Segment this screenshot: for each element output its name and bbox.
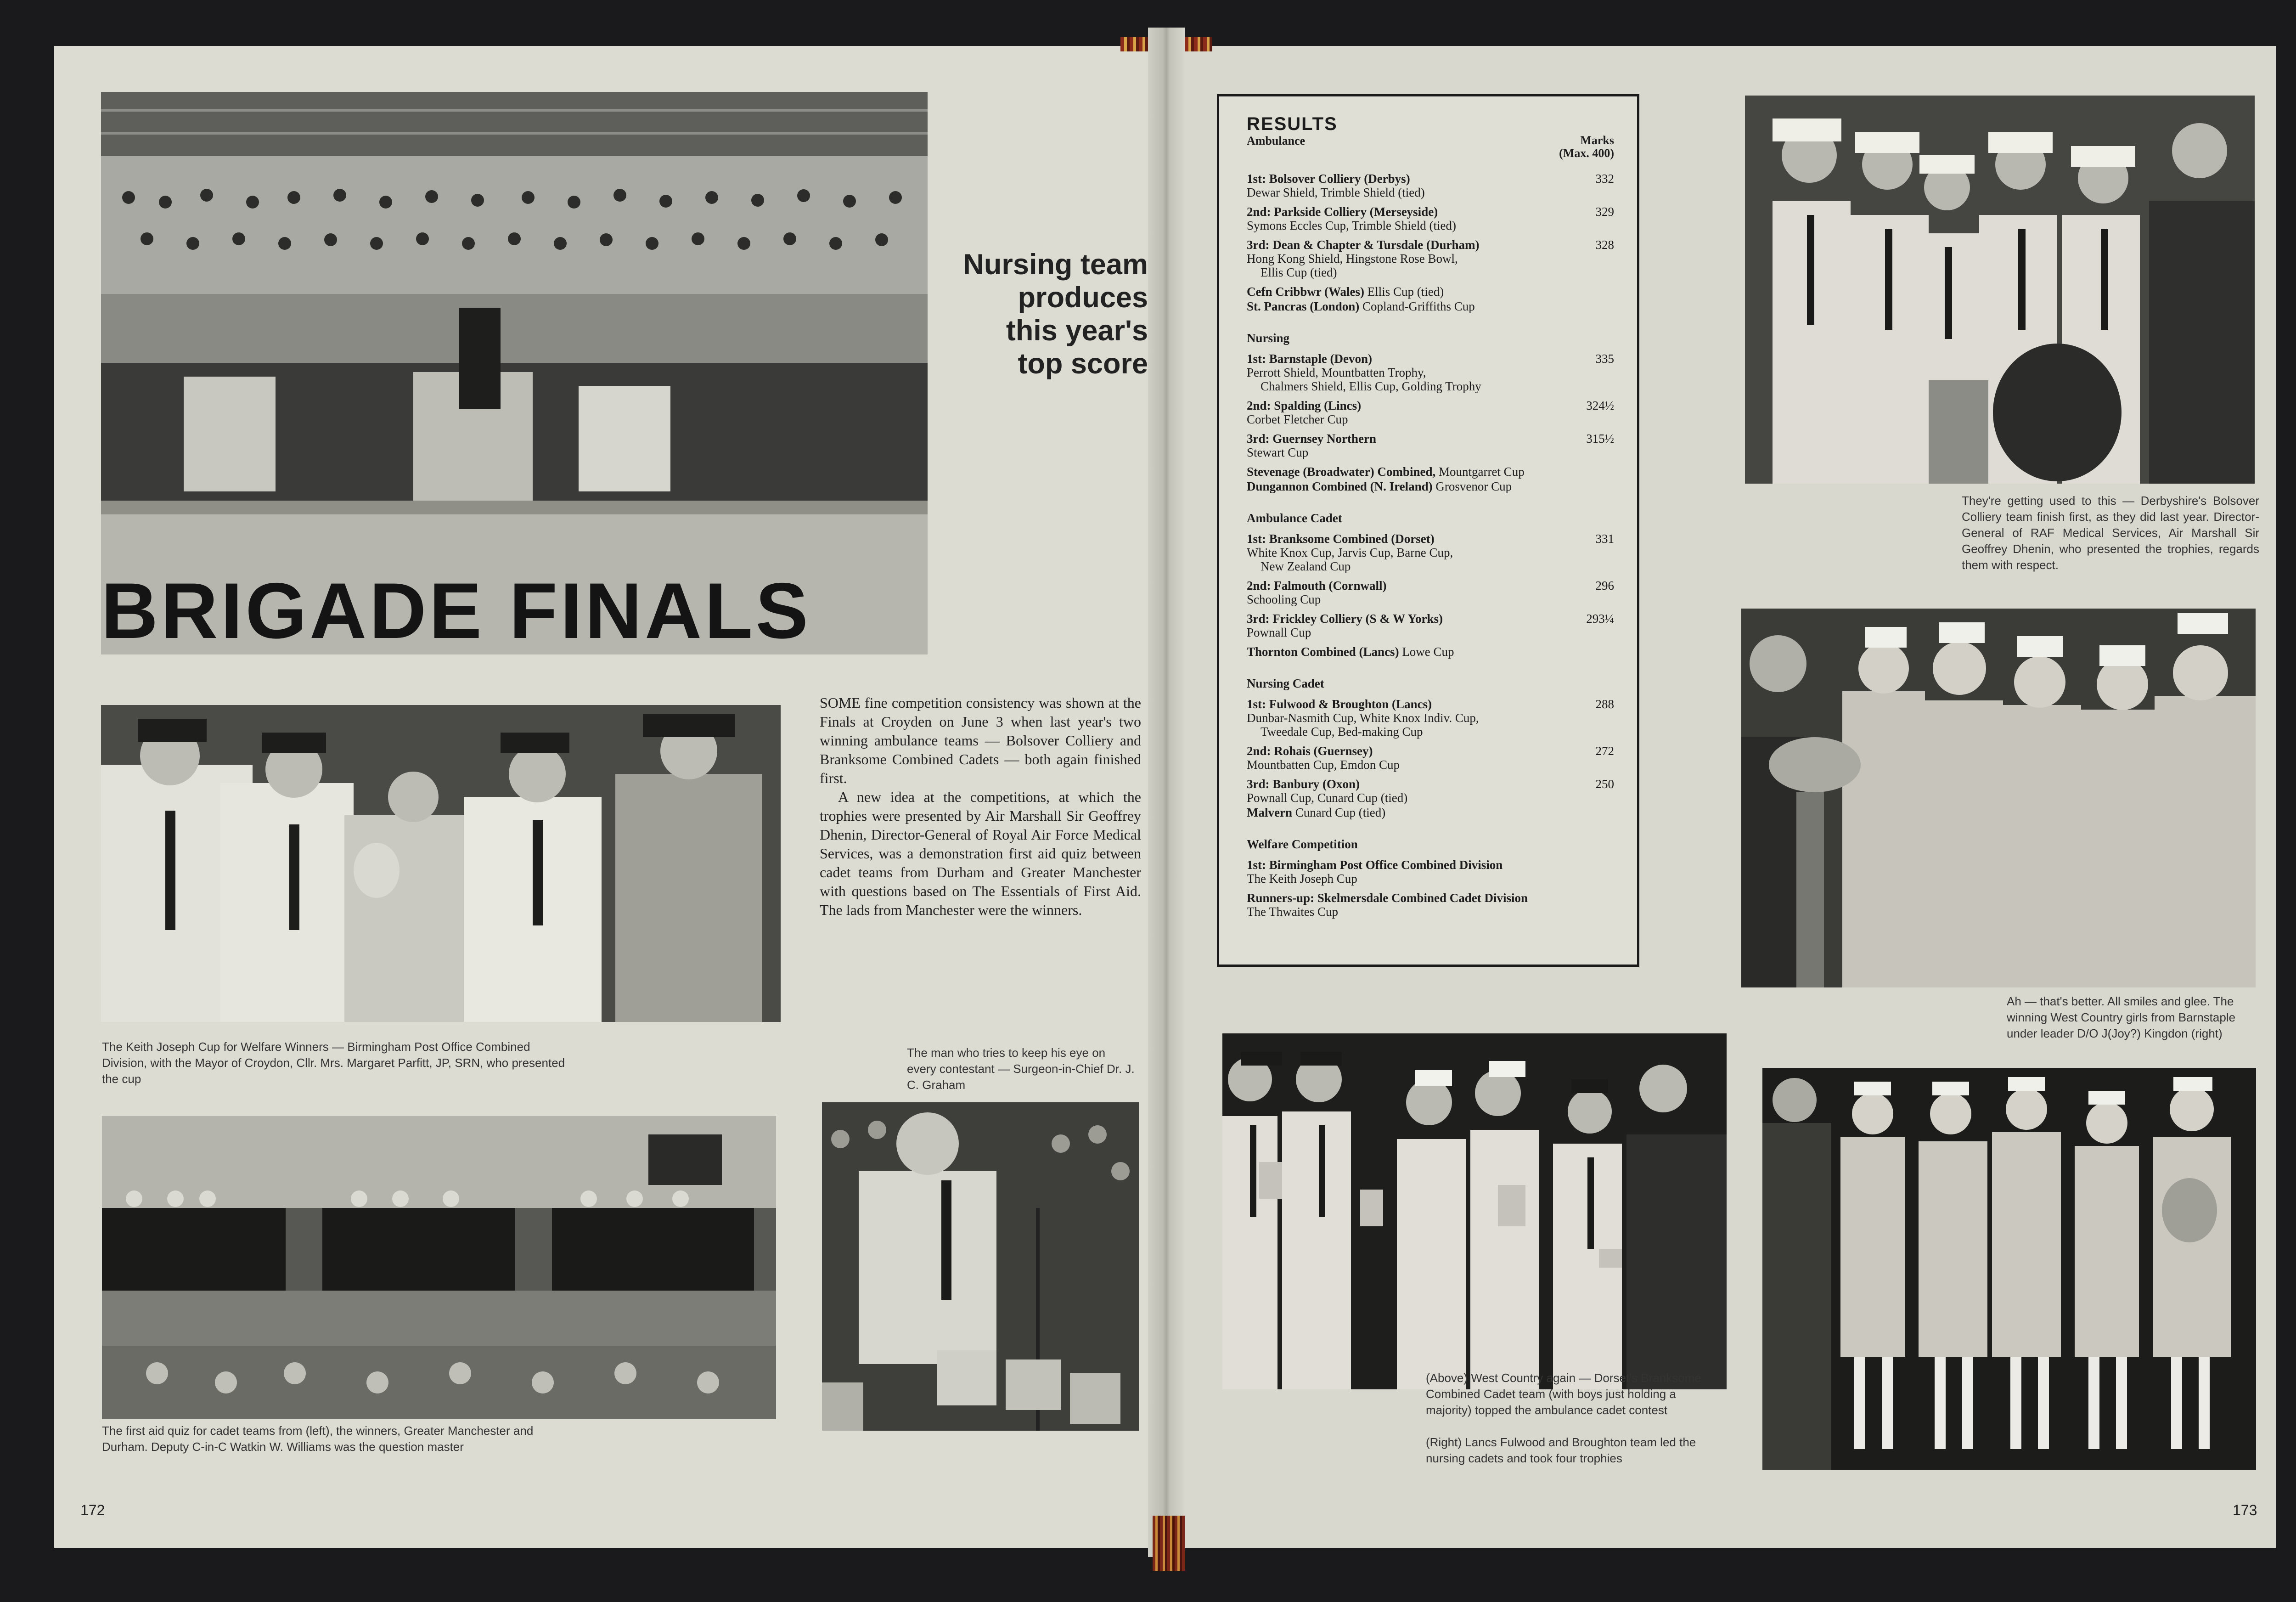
result-trophies: Stewart Cup [1247,446,1309,459]
result-marks: 329 [1595,205,1614,219]
section-welfare-label: Welfare Competition [1247,837,1358,851]
result-team: 2nd: Rohais (Guernsey) [1247,744,1373,758]
caption-dorset: (Above) West Country again — Dorset's Branksome Combined Cadet team (with boys just holding a majority) topped the ambulance cadet contest [1426,1371,1701,1417]
result-trophies-cont: Chalmers Shield, Ellis Cup, Golding Trophy [1261,379,1481,393]
headline-line-3: this year's [1006,315,1148,347]
result-entry [1247,205,1614,232]
result-entry [1247,858,1614,886]
result-team: 3rd: Dean & Chapter & Tursdale (Durham) [1247,238,1480,252]
result-marks: 293¼ [1586,612,1614,626]
result-trophies: Lowe Cup [1402,645,1454,659]
result-entry [1247,465,1614,479]
result-entry [1247,299,1614,313]
headline-line-1: Nursing team [963,248,1148,281]
photo-barnstaple-nursing [1741,609,2256,987]
result-trophies: Mountbatten Cup, Emdon Cup [1247,758,1400,772]
marks-max-label: (Max. 400) [1559,147,1614,160]
result-trophies: Cunard Cup (tied) [1295,806,1386,819]
result-trophies: Grosvenor Cup [1435,479,1512,493]
result-entry [1247,697,1614,739]
spine-gutter [1148,28,1185,1557]
result-team: Stevenage (Broadwater) Combined, [1247,465,1436,479]
result-marks: 315½ [1586,432,1614,446]
result-entry [1247,399,1614,426]
result-entry [1247,579,1614,606]
result-team: Runners-up: Skelmersdale Combined Cadet Division [1247,891,1528,905]
result-trophies: Dunbar-Nasmith Cup, White Knox Indiv. Cup, [1247,711,1479,725]
result-marks: 332 [1595,172,1614,186]
result-marks: 331 [1595,532,1614,546]
result-team: 3rd: Frickley Colliery (S & W Yorks) [1247,612,1443,626]
section-nursing-cadet-label: Nursing Cadet [1247,677,1324,690]
result-entry [1247,532,1614,573]
result-trophies-cont: New Zealand Cup [1261,559,1351,573]
page-number-right: 173 [2233,1502,2257,1518]
caption-graham: The man who tries to keep his eye on every contestant — Surgeon-in-Chief Dr. J. C. Graham [907,1046,1135,1092]
result-team: 1st: Bolsover Colliery (Derbys) [1247,172,1410,186]
result-trophies: Copland-Griffiths Cup [1362,299,1475,313]
photo-lancs-nursing-cadets [1762,1068,2256,1470]
headline-line-2: produces [1018,282,1148,314]
marks-label: Marks [1580,134,1614,147]
result-team: 1st: Barnstaple (Devon) [1247,352,1372,366]
result-trophies: Hong Kong Shield, Hingstone Rose Bowl, [1247,252,1458,265]
result-team: 2nd: Falmouth (Cornwall) [1247,579,1387,592]
photo-keith-joseph-cup [101,705,781,1022]
result-trophies: Pownall Cup [1247,626,1311,639]
result-entry [1247,479,1614,493]
page-number-left: 172 [80,1502,105,1518]
result-team: 2nd: Spalding (Lincs) [1247,399,1362,412]
result-team: Malvern [1247,806,1292,819]
result-trophies: The Thwaites Cup [1247,905,1338,919]
results-title: RESULTS [1247,114,1338,134]
result-marks: 296 [1595,579,1614,592]
photo-bolsover-team [1745,96,2255,484]
caption-lancs: (Right) Lancs Fulwood and Broughton team led the nursing cadets and took four trophies [1426,1435,1696,1465]
result-team: St. Pancras (London) [1247,299,1360,313]
result-entry [1247,285,1614,299]
result-team: 1st: Fulwood & Broughton (Lancs) [1247,697,1432,711]
marks-header [1559,134,1614,160]
result-trophies: Perrott Shield, Mountbatten Trophy, [1247,366,1426,379]
photo-dorset-cadets [1222,1033,1727,1389]
result-trophies: Corbet Fletcher Cup [1247,412,1348,426]
result-team: 1st: Branksome Combined (Dorset) [1247,532,1435,546]
result-entry [1247,777,1614,805]
article-paragraph-1: SOME fine competition consistency was shown at the Finals at Croyden on June 3 when last year's two winning ambulance teams — Bolsover Colliery and Branksome Combined Cadets — both again finished first. [820,694,1141,786]
spine-binding-bottom [1153,1516,1185,1571]
headline [872,248,1148,380]
caption-quiz: The first aid quiz for cadet teams from (left), the winners, Greater Manchester and Durham. Deputy C-in-C Watkin W. Williams was the question master [102,1424,534,1454]
result-team: Cefn Cribbwr (Wales) [1247,285,1364,299]
result-trophies: Schooling Cup [1247,592,1321,606]
result-trophies: The Keith Joseph Cup [1247,872,1357,886]
result-team: 2nd: Parkside Colliery (Merseyside) [1247,205,1438,219]
result-entry [1247,645,1614,659]
result-trophies: Dewar Shield, Trimble Shield (tied) [1247,186,1425,199]
result-marks: 328 [1595,238,1614,252]
result-trophies: Symons Eccles Cup, Trimble Shield (tied) [1247,219,1456,232]
result-entry [1247,172,1614,199]
result-marks: 250 [1595,777,1614,791]
photo-first-aid-quiz [102,1116,776,1419]
section-ambulance-cadet-label: Ambulance Cadet [1247,511,1342,525]
result-marks: 288 [1595,697,1614,711]
section-ambulance-label: Ambulance [1247,134,1306,147]
result-team: 3rd: Guernsey Northern [1247,432,1376,446]
result-marks: 335 [1595,352,1614,366]
result-team: 1st: Birmingham Post Office Combined Division [1247,858,1503,872]
result-entry [1247,806,1614,819]
result-entry [1247,352,1614,393]
result-entry [1247,612,1614,639]
result-trophies-cont: Ellis Cup (tied) [1261,265,1337,279]
result-entry [1247,238,1614,279]
page-title: BRIGADE FINALS [101,567,811,655]
result-team: Thornton Combined (Lancs) [1247,645,1399,659]
caption-bolsover: They're getting used to this — Derbyshire's Bolsover Colliery team finish first, as they did last year. Director-General of RAF Medical Services, Air Marshall Sir Geoffrey Dhenin, who presented the trophies, regards them with respect. [1962,494,2259,572]
article-paragraph-2: A new idea at the competitions, at which the trophies were presented by Air Marshall Sir Geoffrey Dhenin, Director-General of Royal Air Force Medical Services, was a demonstration first aid quiz between cadet teams from Durham and Greater Manchester with questions based on The Essentials of First Aid. The lads from Manchester were the winners. [820,789,1141,918]
results-box [1217,94,1639,967]
result-trophies: Mountgarret Cup [1438,465,1525,479]
photo-surgeon-graham [822,1102,1139,1431]
result-marks: 272 [1595,744,1614,758]
headline-line-4: top score [1018,348,1148,380]
caption-keith-joseph: The Keith Joseph Cup for Welfare Winners — Birmingham Post Office Combined Division, with the Mayor of Croydon, Cllr. Mrs. Margaret Parfitt, JP, SRN, who presented the cup [102,1040,565,1086]
result-marks: 324½ [1586,399,1614,412]
section-nursing-label: Nursing [1247,331,1290,345]
result-team: Dungannon Combined (N. Ireland) [1247,479,1433,493]
result-entry [1247,432,1614,459]
result-trophies: White Knox Cup, Jarvis Cup, Barne Cup, [1247,546,1453,559]
caption-barnstaple: Ah — that's better. All smiles and glee. The winning West Country girls from Barnstaple under leader D/O J(Joy?) Kingdon (right) [2007,994,2236,1040]
result-trophies: Pownall Cup, Cunard Cup (tied) [1247,791,1408,805]
result-entry [1247,744,1614,772]
article-body [820,694,1141,919]
result-team: 3rd: Banbury (Oxon) [1247,777,1360,791]
results-header [1247,134,1614,166]
result-trophies-cont: Tweedale Cup, Bed-making Cup [1261,725,1423,739]
result-entry [1247,891,1614,919]
result-trophies: Ellis Cup (tied) [1367,285,1444,299]
